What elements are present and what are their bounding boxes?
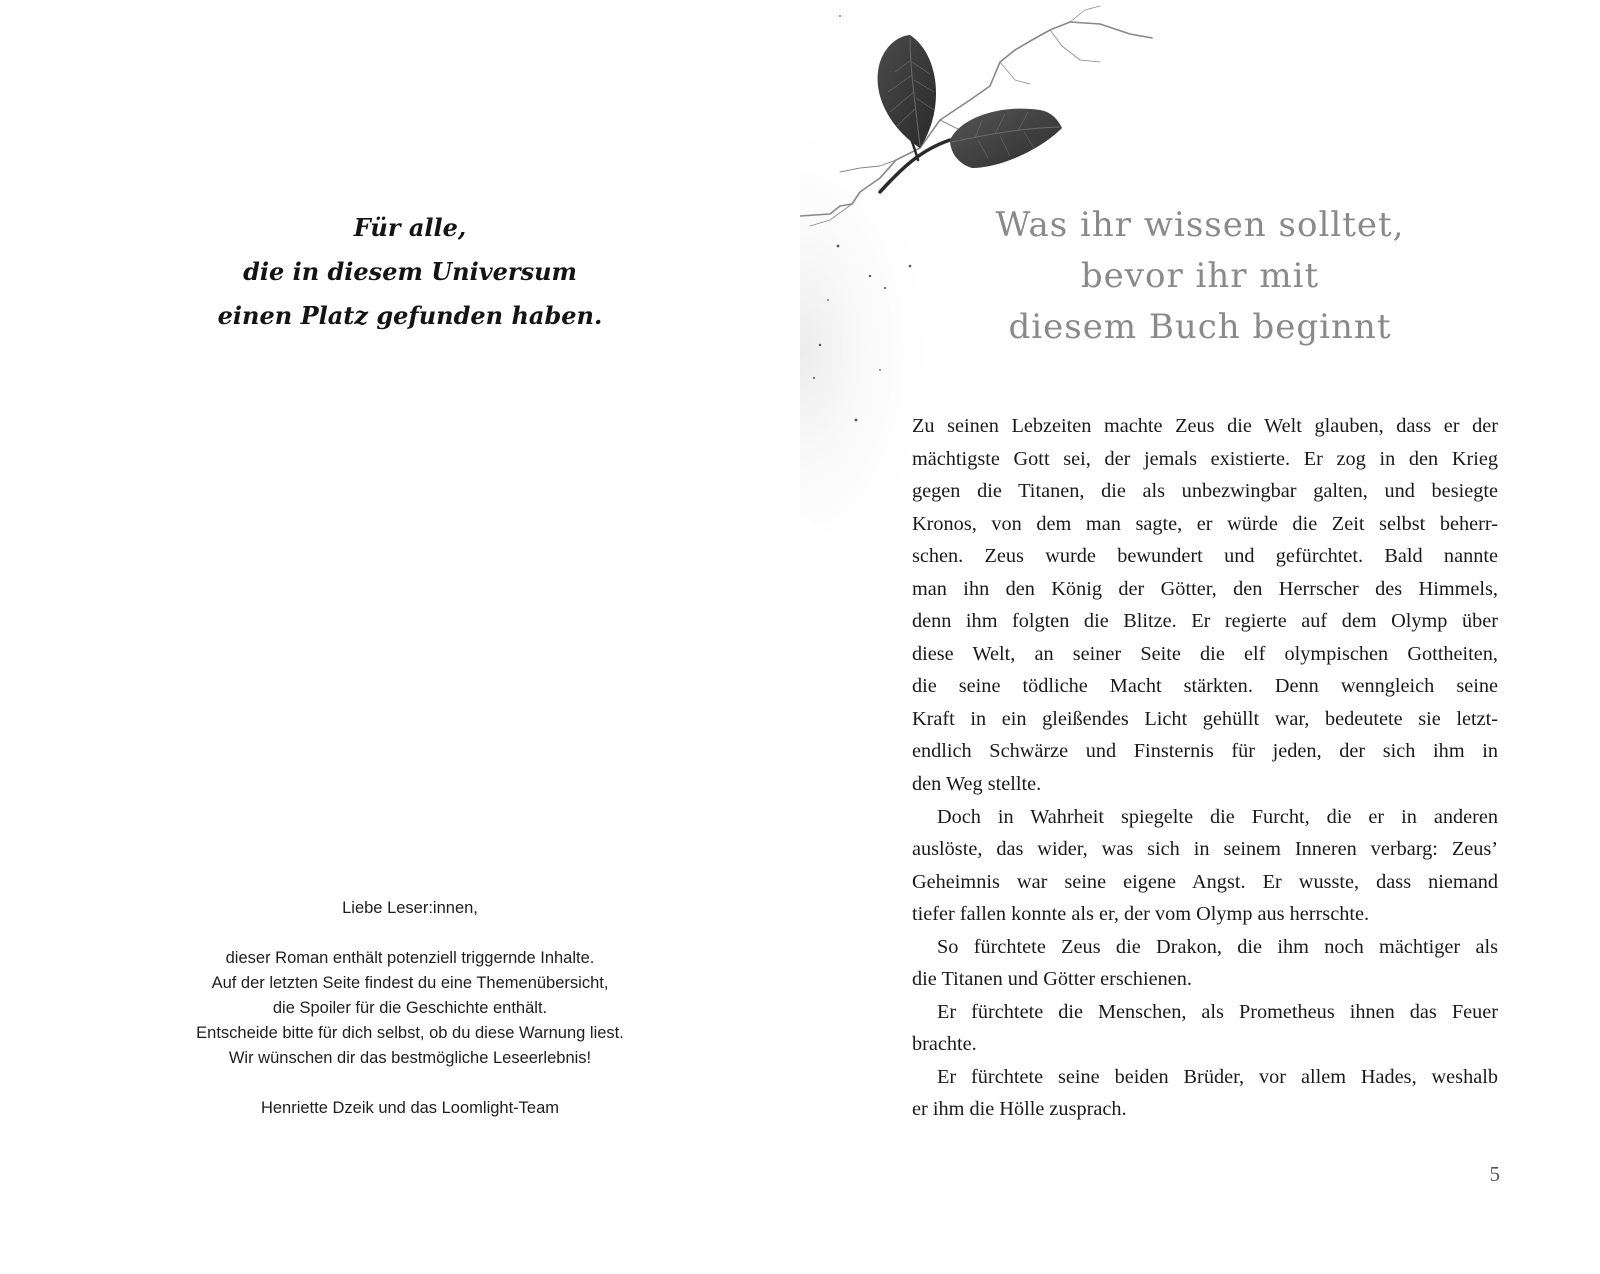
dedication-line: einen Platz gefunden haben.	[217, 301, 603, 330]
body-line: Zu seinen Lebzeiten machte Zeus die Welt glauben, dass er der	[912, 415, 1498, 437]
body-line: die seine tödliche Macht stärkten. Denn wenngleich seine	[912, 675, 1498, 698]
body-text	[912, 410, 1498, 1126]
body-line: die Titanen und Götter erschienen.	[912, 968, 1192, 991]
body-line: man ihn den König der Götter, den Herrscher des Himmels,	[912, 577, 1498, 600]
notice-signature: Henriette Dzeik und das Loomlight-Team	[260, 1099, 560, 1117]
dedication-line: Für alle,	[353, 213, 467, 242]
notice-line: Entscheide bitte für dich selbst, ob du diese Warnung liest.	[196, 1024, 624, 1042]
dedication	[130, 206, 690, 338]
body-line: denn ihm folgten die Blitze. Er regierte auf dem Olymp über	[912, 610, 1498, 633]
chapter-title-line: Was ihr wissen solltet,	[995, 205, 1405, 245]
body-line: diese Welt, an seiner Seite die elf olympischen Gottheiten,	[912, 642, 1498, 665]
body-line: er ihm die Hölle zusprach.	[912, 1098, 1127, 1121]
body-line: Geheimnis war seine eigene Angst. Er wusste, dass niemand	[912, 870, 1498, 893]
body-line: Doch in Wahrheit spiegelte die Furcht, die er in anderen	[937, 805, 1498, 828]
notice-spacer	[130, 921, 690, 946]
chapter-title-line: bevor ihr mit	[1080, 256, 1320, 296]
body-line: mächtigste Gott sei, der jemals existierte. Er zog in den Krieg	[912, 447, 1498, 470]
notice-line: Auf der letzten Seite findest du eine Themenübersicht,	[211, 974, 609, 992]
body-line: brachte.	[912, 1033, 977, 1056]
body-line: auslöste, das wider, was sich in seinem Inneren verbarg: Zeus’	[912, 838, 1498, 861]
page-number: 5	[1489, 1162, 1500, 1186]
body-line: Er fürchtete seine beiden Brüder, vor allem Hades, weshalb	[937, 1065, 1498, 1088]
body-line: Er fürchtete die Menschen, als Prometheus ihnen das Feuer	[937, 1000, 1498, 1023]
chapter-title	[905, 200, 1495, 353]
body-line: Kronos, von dem man sagte, er würde die Zeit selbst beherr-	[912, 512, 1498, 535]
body-line: Kraft in ein gleißendes Licht gehüllt war, bedeutete sie letzt-	[912, 707, 1498, 730]
body-line: endlich Schwärze und Finsternis für jeden, der sich ihm in	[912, 740, 1498, 763]
notice-greeting: Liebe Leser:innen,	[342, 899, 478, 917]
notice-spacer	[130, 1071, 690, 1096]
chapter-title-line: diesem Buch beginnt	[1008, 307, 1392, 347]
body-line: So fürchtete Zeus die Drakon, die ihm noch mächtiger als	[937, 935, 1498, 958]
body-line: tiefer fallen konnte als er, der vom Olymp aus herrschte.	[912, 903, 1370, 926]
notice-line: die Spoiler für die Geschichte enthält.	[272, 999, 548, 1017]
body-line: den Weg stellte.	[912, 773, 1042, 796]
dedication-line: die in diesem Universum	[243, 257, 577, 286]
notice-line: dieser Roman enthält potenziell triggernde Inhalte.	[225, 949, 595, 967]
body-line: schen. Zeus wurde bewundert und gefürchtet. Bald nannte	[912, 545, 1498, 568]
content-warning-notice	[130, 896, 690, 1121]
body-line: gegen die Titanen, die als unbezwingbar galten, und besiegte	[912, 480, 1498, 503]
notice-line: Wir wünschen dir das bestmögliche Leseerlebnis!	[228, 1049, 592, 1067]
